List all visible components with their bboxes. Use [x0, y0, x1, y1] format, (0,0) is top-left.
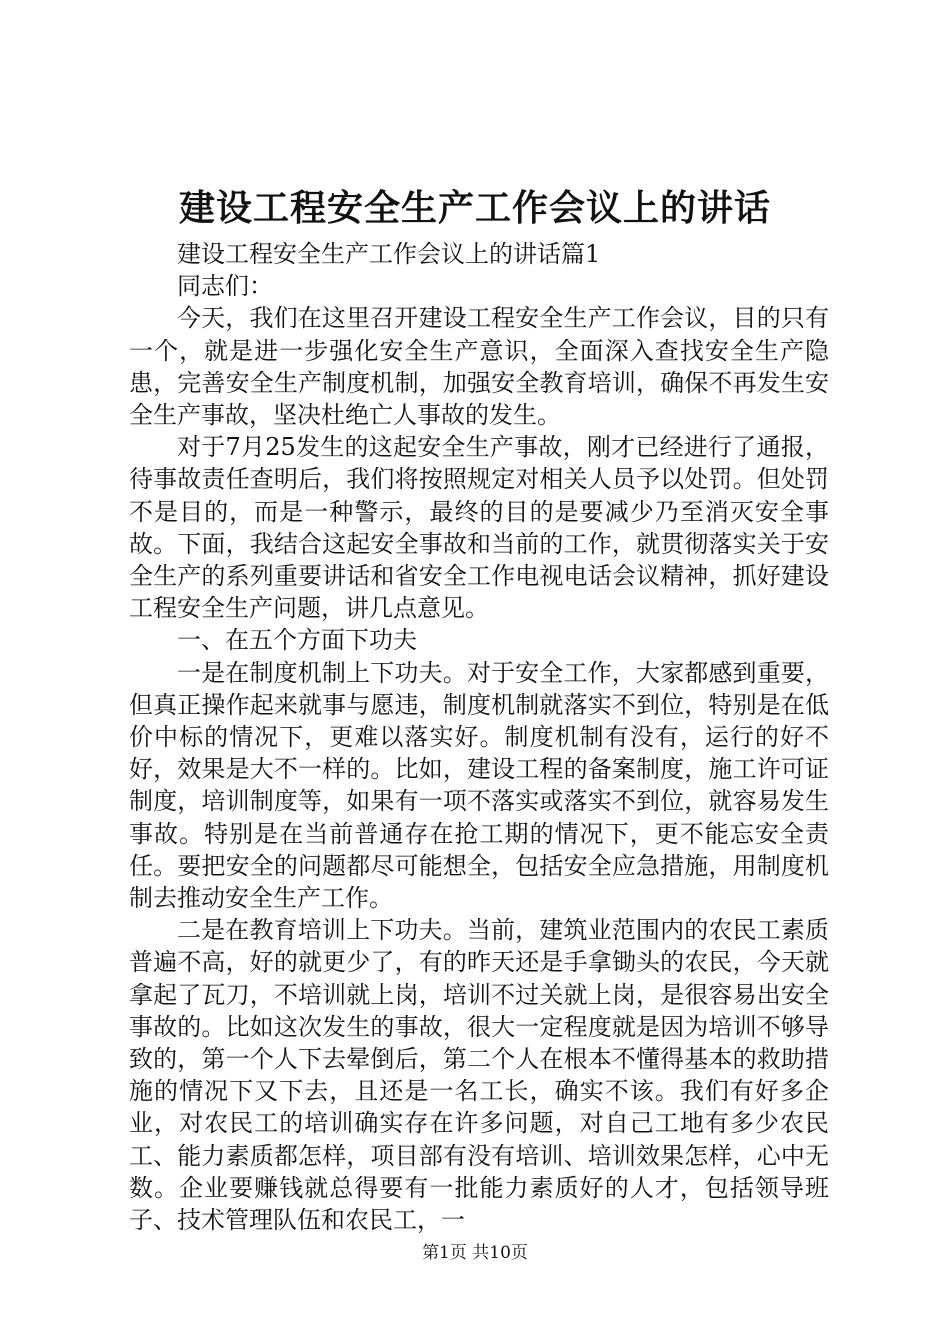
body-paragraph: 一是在制度机制上下功夫。对于安全工作，大家都感到重要，但真正操作起来就事与愿违，制度机制就落实不到位，特别是在低价中标的情况下，更难以落实好。制度机制有没有，运行的好不好，效果是大不一样的。比如，建设工程的备案制度，施工许可证制度，培训制度等，如果有一项不落实或落实不到位，就容易发生事故。特别是在当前普通存在抢工期的情况下，更不能忘安全责任。要把安全的问题都尽可能想全，包括安全应急措施，用制度机制去推动安全生产工作。 — [129, 658, 829, 913]
document-body — [129, 238, 829, 1236]
subtitle-paragraph: 建设工程安全生产工作会议上的讲话篇1 — [177, 240, 601, 268]
section-heading: 一、在五个方面下功夫 — [177, 626, 417, 655]
document-title: 建设工程安全生产工作会议上的讲话 — [178, 187, 771, 229]
body-paragraph: 对于7月25发生的这起安全生产事故，刚才已经进行了通报，待事故责任查明后，我们将按照规定对相关人员予以处罚。但处罚不是目的，而是一种警示，最终的目的是要减少乃至消灭安全事故。下面，我结合这起安全事故和当前的工作，就贯彻落实关于安全生产的系列重要讲话和省安全工作电视电话会议精神，抓好建设工程安全生产问题，讲几点意见。 — [129, 433, 829, 623]
body-paragraph: 今天，我们在这里召开建设工程安全生产工作会议，目的只有一个，就是进一步强化安全生产意识，全面深入查找安全生产隐患，完善安全生产制度机制，加强安全教育培训，确保不再发生安全生产事故，坚决杜绝亡人事故的发生。 — [129, 304, 829, 430]
body-paragraph: 二是在教育培训上下功夫。当前，建筑业范围内的农民工素质普遍不高，好的就更少了，有的昨天还是手拿锄头的农民，今天就拿起了瓦刀，不培训就上岗，培训不过关就上岗，是很容易出安全事故的。比如这次发生的事故，很大一定程度就是因为培训不够导致的，第一个人下去晕倒后，第二个人在根本不懂得基本的救助措施的情况下又下去，且还是一名工长，确实不该。我们有好多企业，对农民工的培训确实存在许多问题，对自己工地有多少农民工、能力素质都怎样，项目部有没有培训、培训效果怎样，心中无数。企业要赚钱就总得要有一批能力素质好的人才，包括领导班子、技术管理队伍和农民工，一 — [129, 916, 829, 1235]
salutation-paragraph: 同志们： — [177, 272, 273, 301]
page-footer: 第1页 共10页 — [422, 1243, 528, 1263]
